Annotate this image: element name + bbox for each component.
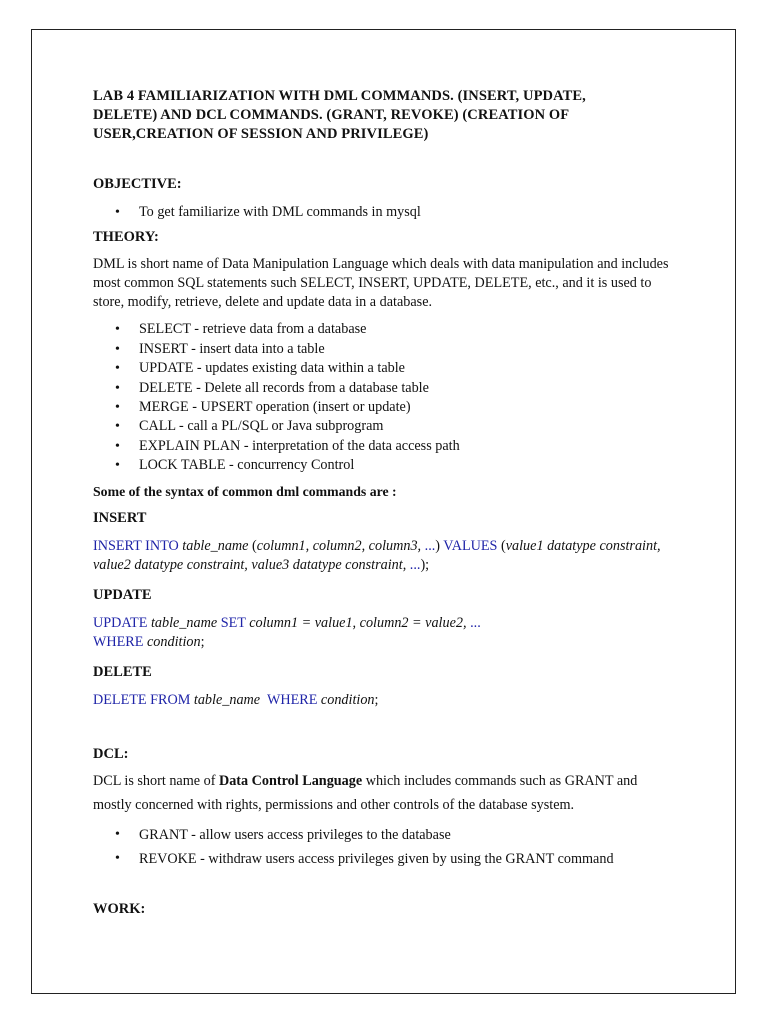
- placeholder: condition: [146, 633, 201, 650]
- dcl-paragraph: [93, 769, 668, 817]
- list-item: • MERGE - UPSERT operation (insert or update): [93, 398, 673, 417]
- work-heading: WORK:: [93, 900, 146, 917]
- placeholder: condition: [320, 691, 375, 708]
- punctuation: ;: [200, 633, 205, 650]
- theory-paragraph: DML is short name of Data Manipulation Language which deals with data manipulation and includes most common SQL statements such SELECT, INSERT, UPDATE, DELETE, etc., and it is used to store, modify, retrieve, delete and update data in a database.: [93, 256, 669, 311]
- placeholder: column1, column2, column3,: [256, 537, 422, 554]
- placeholder: table_name: [150, 614, 218, 631]
- ellipsis: ...: [421, 537, 436, 554]
- dcl-heading: DCL:: [93, 745, 129, 762]
- punctuation: (: [248, 537, 257, 554]
- lab-title: LAB 4 FAMILIARIZATION WITH DML COMMANDS. (INSERT, UPDATE, DELETE) AND DCL COMMANDS. (GRANT, REVOKE) (CREATION OF USER,CREATION OF SESSION AND PRIVILEGE): [93, 88, 586, 142]
- list-item: • EXPLAIN PLAN - interpretation of the data access path: [93, 437, 673, 456]
- insert-syntax: [93, 537, 663, 575]
- list-item: • INSERT - insert data into a table: [93, 340, 673, 359]
- ellipsis: ...: [466, 614, 481, 631]
- dcl-command-list: [93, 823, 673, 871]
- text: DCL is short name of: [93, 772, 219, 789]
- emphasis: Data Control Language: [218, 772, 363, 789]
- keyword: VALUES: [443, 537, 498, 554]
- dml-command-list: [93, 320, 673, 475]
- update-syntax: [93, 614, 673, 652]
- syntax-intro: Some of the syntax of common dml commands are :: [93, 483, 397, 499]
- punctuation: (: [497, 537, 506, 554]
- keyword: WHERE: [266, 691, 318, 708]
- placeholder: table_name: [182, 537, 249, 554]
- keyword: SET: [220, 614, 246, 631]
- objective-heading: OBJECTIVE:: [93, 176, 182, 192]
- placeholder: table_name: [193, 691, 261, 708]
- list-item: • DELETE - Delete all records from a database table: [93, 379, 673, 398]
- ellipsis: ...: [406, 556, 421, 573]
- text: which includes commands such as GRANT and mostly concerned with rights, permissions and other controls of the database system.: [93, 772, 638, 813]
- keyword: INSERT INTO: [93, 537, 179, 554]
- objective-list: [93, 203, 673, 222]
- list-item: • UPDATE - updates existing data within a table: [93, 359, 673, 378]
- theory-heading: THEORY:: [93, 229, 159, 246]
- list-item: • LOCK TABLE - concurrency Control: [93, 456, 673, 475]
- insert-heading: INSERT: [93, 509, 147, 526]
- punctuation: ): [435, 537, 444, 554]
- placeholder: column1 = value1, column2 = value2,: [249, 614, 467, 631]
- update-heading: UPDATE: [93, 586, 152, 603]
- delete-heading: DELETE: [93, 663, 152, 680]
- list-item: • CALL - call a PL/SQL or Java subprogram: [93, 417, 673, 436]
- punctuation: );: [420, 556, 430, 573]
- keyword: WHERE: [93, 633, 144, 650]
- keyword: DELETE FROM: [93, 691, 191, 708]
- list-item: • SELECT - retrieve data from a database: [93, 320, 673, 339]
- list-item: • GRANT - allow users access privileges to the database: [93, 823, 673, 847]
- placeholder: value1 datatype constraint, value2 datatype constraint, value3 datatype constraint,: [93, 537, 661, 573]
- document-body: [93, 87, 673, 918]
- punctuation: ;: [374, 691, 379, 708]
- keyword: UPDATE: [93, 614, 148, 631]
- delete-syntax: [93, 691, 673, 710]
- list-item: • REVOKE - withdraw users access privileges given by using the GRANT command: [93, 847, 673, 871]
- list-item: • To get familiarize with DML commands in mysql: [93, 203, 673, 222]
